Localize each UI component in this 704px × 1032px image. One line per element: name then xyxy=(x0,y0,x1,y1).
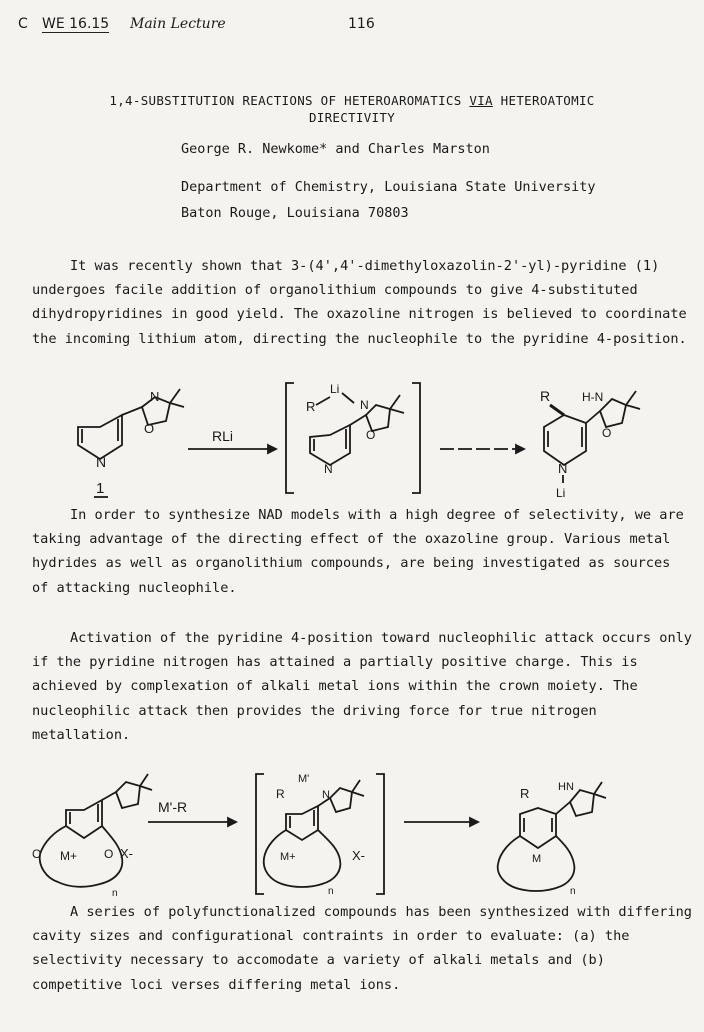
crown-pyridine xyxy=(40,774,152,887)
nitrogen-label: N xyxy=(360,398,369,412)
reagent-label: M'-R xyxy=(158,799,188,815)
affiliation-line: Department of Chemistry, Louisiana State University xyxy=(181,179,596,195)
crown-dihydropyridine xyxy=(498,782,606,891)
affiliation xyxy=(181,174,596,226)
lithium-label: Li xyxy=(330,382,340,396)
nitrogen-label: N xyxy=(150,389,160,404)
oxygen-label: O xyxy=(602,426,612,440)
paragraph-text: Activation of the pyridine 4-position toward nucleophilic attack occurs only if the pyridine nitrogen has attained a partially positive charge. This is achieved by complexation of alkali metal ions within the crown moiety. The nucleophilic attack then provides the driving force for true nitrogen metallation. xyxy=(32,630,692,743)
paragraph-text: It was recently shown that 3-(4',4'-dimethyloxazolin-2'-yl)-pyridine (1) undergoes facile addition of organolithium compounds to give 4-substituted dihydropyridines in good yield. The oxazoline nitrogen is believed to coordinate the incoming lithium atom, directing the nucleophile to the pyridine 4-position. xyxy=(32,258,687,347)
session-code: WE 16.15 xyxy=(42,16,110,32)
section-letter: C xyxy=(18,16,28,32)
oxygen-label: O xyxy=(32,847,42,861)
amine-label: HN xyxy=(558,781,574,793)
lithium-label: Li xyxy=(556,486,566,500)
right-bracket xyxy=(412,383,420,493)
oxygen-label: O xyxy=(104,847,114,861)
oxygen-label: O xyxy=(366,428,376,442)
paragraph-text: In order to synthesize NAD models with a high degree of selectivity, we are taking advantage of the directing effect of the oxazoline group. Various metal hydrides as well as organolithium compounds, are being investigated as sources of attacking nucleophile. xyxy=(32,507,684,596)
metal-ion-label: M+ xyxy=(60,849,78,863)
right-bracket xyxy=(376,774,384,894)
oxazoline-ring xyxy=(142,389,184,425)
title-part: 1,4-SUBSTITUTION REACTIONS OF HETEROAROMATICS xyxy=(109,93,470,108)
paragraph-1 xyxy=(32,254,692,351)
left-bracket xyxy=(256,774,264,894)
metal-ion-label: M+ xyxy=(280,851,296,863)
metal-label: M xyxy=(532,853,542,865)
compound-label: 1 xyxy=(96,480,105,497)
paragraph-4 xyxy=(32,900,692,997)
paragraph-3 xyxy=(32,626,692,747)
r-group: R xyxy=(540,388,551,404)
metal-label: M' xyxy=(298,773,310,785)
nitrogen-label: N xyxy=(96,454,107,470)
affiliation-line: Baton Rouge, Louisiana 70803 xyxy=(181,205,409,221)
repeat-subscript: n xyxy=(570,886,576,897)
left-bracket xyxy=(286,383,294,493)
pyridine-ring xyxy=(78,407,142,459)
nitrogen-label: N xyxy=(558,461,568,476)
r-group: R xyxy=(276,787,285,801)
oxazoline-ring xyxy=(366,395,404,431)
title-via: VIA xyxy=(469,93,493,108)
session-label: Main Lecture xyxy=(130,16,226,32)
reaction-scheme-1 xyxy=(60,375,660,503)
r-group: R xyxy=(520,786,530,801)
dihydropyridine-ring xyxy=(544,411,600,465)
nitrogen-label: N xyxy=(324,462,333,476)
r-group: R xyxy=(306,399,316,414)
repeat-subscript: n xyxy=(328,886,334,897)
oxazoline-ring xyxy=(600,391,640,427)
reagent-label: RLi xyxy=(212,428,234,444)
amine-label: H-N xyxy=(582,390,604,404)
title-line-2: DIRECTIVITY xyxy=(308,110,396,125)
reaction-scheme-2 xyxy=(24,770,674,900)
pyridine-ring xyxy=(310,415,366,465)
counterion-label: X- xyxy=(120,846,133,861)
page-header xyxy=(18,16,678,38)
authors: George R. Newkome* and Charles Marston xyxy=(181,141,490,157)
paragraph-text: A series of polyfunctionalized compounds has been synthesized with differing cavity sizes and configurational contraints in order to evaluate: (a) the selectivity necessary to accomodate a variety of alkali metals and (b) competitive loci verses differing metal ions. xyxy=(32,904,692,993)
paper-title xyxy=(20,92,684,126)
oxygen-label: O xyxy=(144,421,155,436)
page-number: 116 xyxy=(348,16,375,32)
repeat-subscript: n xyxy=(112,888,118,899)
counterion-label: X- xyxy=(352,848,365,863)
nitrogen-label: N xyxy=(322,789,330,801)
paragraph-2 xyxy=(32,503,692,600)
title-part: HETEROATOMIC xyxy=(492,93,595,108)
